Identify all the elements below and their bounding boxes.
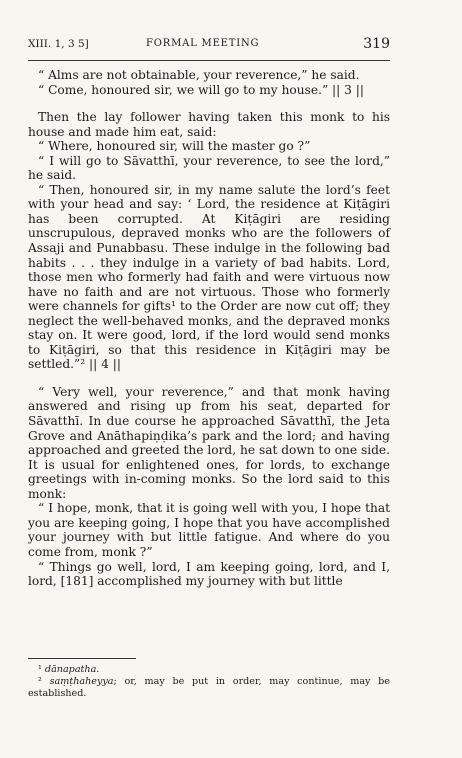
page-number: 319 bbox=[363, 36, 390, 52]
paragraph: “ Where, honoured sir, will the master go ?” bbox=[38, 139, 311, 154]
paragraph: “ I will go to Sāvatthī, your reverence, to see the lord,” he said. bbox=[28, 153, 390, 183]
footnotes bbox=[28, 664, 390, 700]
footnote-1 bbox=[28, 664, 390, 676]
footnote-marker: ¹ bbox=[38, 664, 42, 675]
paragraph: Then the lay follower having taken this monk to his house and made him eat, said: bbox=[28, 110, 390, 139]
footnote-2 bbox=[28, 676, 390, 700]
footnote-term: saṃṭhaheyya bbox=[49, 676, 114, 687]
header-rule bbox=[28, 60, 390, 61]
running-title: FORMAL MEETING bbox=[146, 38, 260, 49]
footnote-term: dānapatha. bbox=[44, 664, 100, 675]
footnote-rule bbox=[28, 658, 136, 659]
paragraph: “ Alms are not obtainable, your reverence,” he said. bbox=[38, 68, 360, 82]
footnote-marker: ² bbox=[38, 676, 42, 687]
running-header bbox=[28, 38, 390, 54]
paragraph: “ I hope, monk, that it is going well with you, I hope that you are keeping going, I hope that you have accomplished your journey with but little fatigue. And where do you come from, monk ?” bbox=[28, 501, 390, 559]
main-text bbox=[28, 68, 390, 589]
footnote-text: ; or, may be put in order, may continue, may be established. bbox=[28, 676, 390, 699]
paragraph: “ Very well, your reverence,” and that monk having answered and rising up from his seat, departed for Sāvatthī. In due course he approached Sāvatthī, the Jeta Grove and Anāthapiṇḍika’s park and the lord; and having approached and greeted the lord, he sat down to one side. It is usual for enlightened ones, for lords, to exchange greetings with in-coming monks. So the lord said to this monk: bbox=[28, 384, 390, 501]
paragraph: “ Things go well, lord, I am keeping going, lord, and I, lord, [181] accomplished my journey with but little bbox=[28, 559, 390, 589]
section-reference: XIII. 1, 3 5] bbox=[28, 38, 89, 50]
paragraph: “ Then, honoured sir, in my name salute the lord’s feet with your head and say: ‘ Lord, the residence at Kiṭāgiri has been corrupted. At Kiṭāgiri are residing unscrupulous, depraved monks who are the followers of Assaji and Punabbasu. These indulge in the following bad habits . . . they indulge in a variety of bad habits. Lord, those men who formerly had faith and were virtuous now have no faith and are not virtuous. Those who formerly were channels for gifts¹ to the Order are now cut off; they neglect the well-behaved monks, and the depraved monks stay on. It were good, lord, if the lord would send monks to Kiṭāgiri, so that this residence in Kiṭāgiri may be settled.”² || 4 || bbox=[28, 182, 390, 372]
paragraph: “ Come, honoured sir, we will go to my house.” || 3 || bbox=[38, 82, 364, 97]
